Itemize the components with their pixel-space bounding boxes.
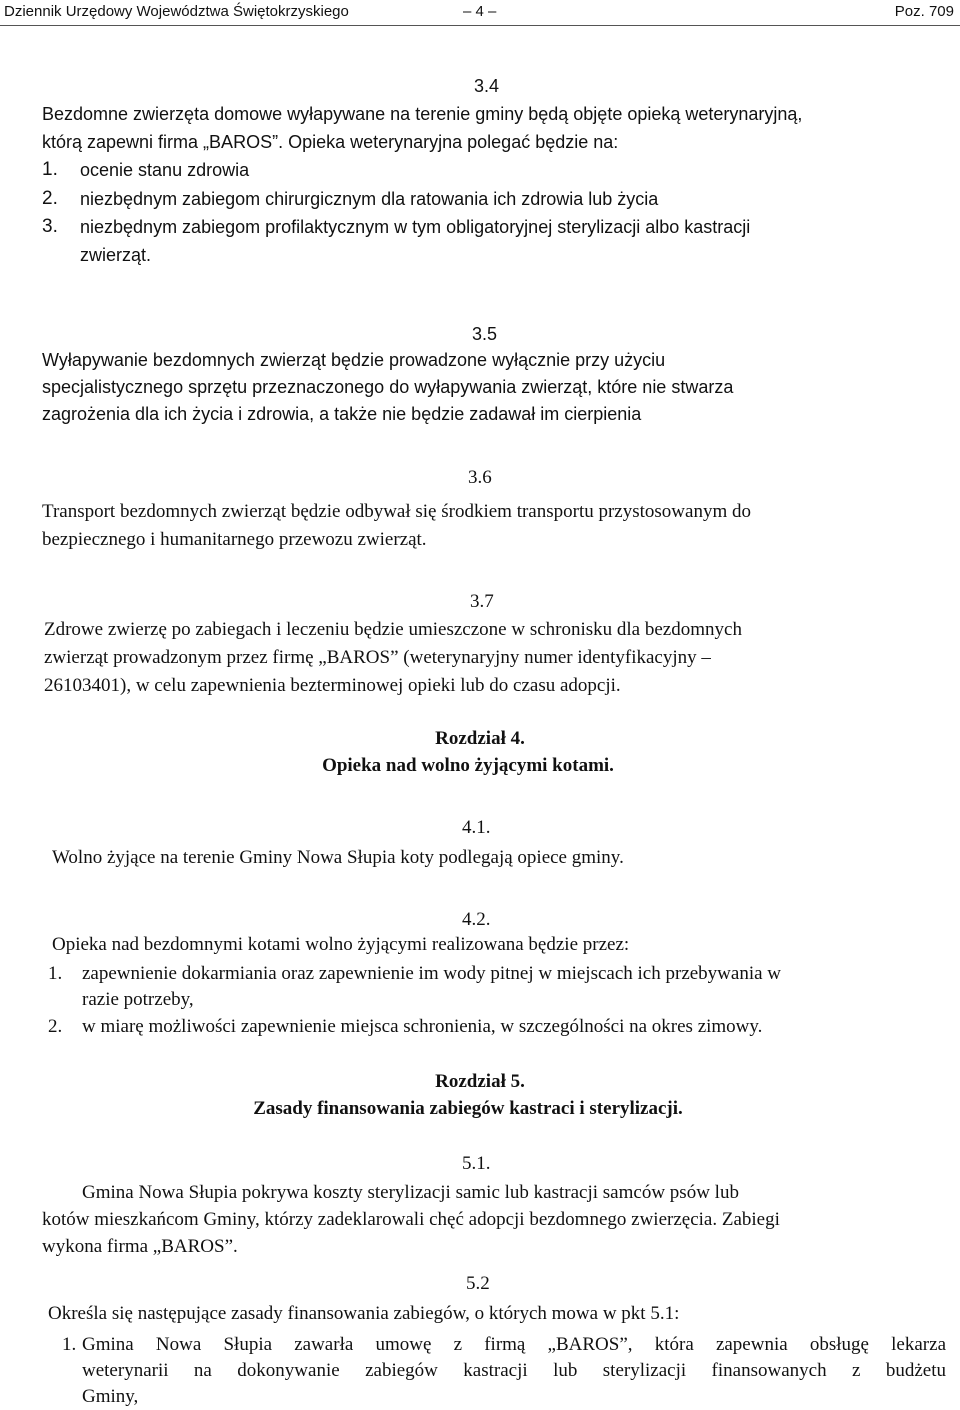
section-number-4-2: 4.2.	[462, 909, 491, 930]
paragraph-line: zwierząt prowadzonym przez firmę „BAROS” (weterynaryjny numer identyfikacyjny –	[44, 647, 711, 668]
paragraph-line: Opieka nad bezdomnymi kotami wolno żyjącymi realizowana będzie przez:	[52, 934, 630, 955]
list-item-continuation: weterynarii na dokonywanie zabiegów kastracji lub sterylizacji finansowanych z budżetu	[82, 1360, 946, 1381]
list-item: w miarę możliwości zapewnienie miejsca schronienia, w szczególności na okres zimowy.	[82, 1016, 763, 1037]
paragraph-line: bezpiecznego i humanitarnego przewozu zwierząt.	[42, 529, 427, 550]
list-number: 3.	[42, 216, 58, 237]
section-number-3-5: 3.5	[472, 324, 498, 344]
list-item: ocenie stanu zdrowia	[80, 160, 250, 180]
paragraph-line: Wyłapywanie bezdomnych zwierząt będzie prowadzone wyłącznie przy użyciu	[42, 350, 666, 370]
section-number-3-6: 3.6	[468, 467, 492, 488]
section-number-3-4: 3.4	[474, 76, 500, 96]
chapter-subtitle: Zasady finansowania zabiegów kastraci i sterylizacji.	[253, 1098, 683, 1119]
chapter-title: Rozdział 4.	[435, 728, 525, 749]
section-number-5-2: 5.2	[466, 1273, 490, 1294]
paragraph-line: Zdrowe zwierzę po zabiegach i leczeniu będzie umieszczone w schronisku dla bezdomnych	[44, 619, 742, 640]
header-rule	[0, 25, 960, 26]
paragraph-line: Wolno żyjące na terenie Gminy Nowa Słupia koty podlegają opiece gminy.	[52, 847, 624, 868]
list-number: 1.	[62, 1334, 77, 1355]
list-item: Gmina Nowa Słupia zawarła umowę z firmą „BAROS”, która zapewnia obsługę lekarza	[82, 1334, 946, 1355]
section-number-4-1: 4.1.	[462, 817, 491, 838]
paragraph-line: wykona firma „BAROS”.	[42, 1236, 238, 1257]
list-number: 2.	[42, 188, 58, 209]
section-number-5-1: 5.1.	[462, 1153, 491, 1174]
list-number: 1.	[42, 159, 58, 180]
paragraph-line: kotów mieszkańcom Gminy, którzy zadeklarowali chęć adopcji bezdomnego zwierzęcia. Zabiegi	[42, 1209, 780, 1230]
section-number-3-7: 3.7	[470, 591, 494, 612]
paragraph-line: Gmina Nowa Słupia pokrywa koszty sterylizacji samic lub kastracji samców psów lub	[82, 1182, 739, 1203]
list-item: niezbędnym zabiegom profilaktycznym w tym obligatoryjnej sterylizacji albo kastracji	[80, 217, 751, 237]
journal-title: Dziennik Urzędowy Województwa Świętokrzyskiego	[4, 3, 349, 20]
list-number: 1.	[48, 963, 63, 984]
chapter-title: Rozdział 5.	[435, 1071, 525, 1092]
list-item: niezbędnym zabiegom chirurgicznym dla ratowania ich zdrowia lub życia	[80, 189, 659, 209]
paragraph-line: Transport bezdomnych zwierząt będzie odbywał się środkiem transportu przystosowanym do	[42, 501, 751, 522]
list-item-continuation: zwierząt.	[80, 245, 152, 265]
paragraph-line: zagrożenia dla ich życia i zdrowia, a także nie będzie zadawał im cierpienia	[42, 404, 642, 424]
paragraph-line: Określa się następujące zasady finansowania zabiegów, o których mowa w pkt 5.1:	[48, 1303, 680, 1324]
list-item-continuation: razie potrzeby,	[82, 989, 194, 1010]
list-item-continuation: Gminy,	[82, 1386, 139, 1407]
paragraph-line: specjalistycznego sprzętu przeznaczonego do wyłapywania zwierząt, które nie stwarza	[42, 377, 734, 397]
position-number: Poz. 709	[894, 3, 954, 20]
paragraph-line: którą zapewni firma „BAROS”. Opieka weterynaryjna polegać będzie na:	[42, 132, 619, 152]
chapter-subtitle: Opieka nad wolno żyjącymi kotami.	[322, 755, 614, 776]
paragraph-line: 26103401), w celu zapewnienia bezterminowej opieki lub do czasu adopcji.	[44, 675, 621, 696]
page-number: – 4 –	[463, 3, 497, 20]
list-item: zapewnienie dokarmiania oraz zapewnienie im wody pitnej w miejscach ich przebywania w	[82, 963, 782, 984]
list-number: 2.	[48, 1016, 63, 1037]
paragraph-line: Bezdomne zwierzęta domowe wyłapywane na terenie gminy będą objęte opieką weterynaryjną,	[42, 104, 803, 124]
page-header	[0, 0, 960, 26]
